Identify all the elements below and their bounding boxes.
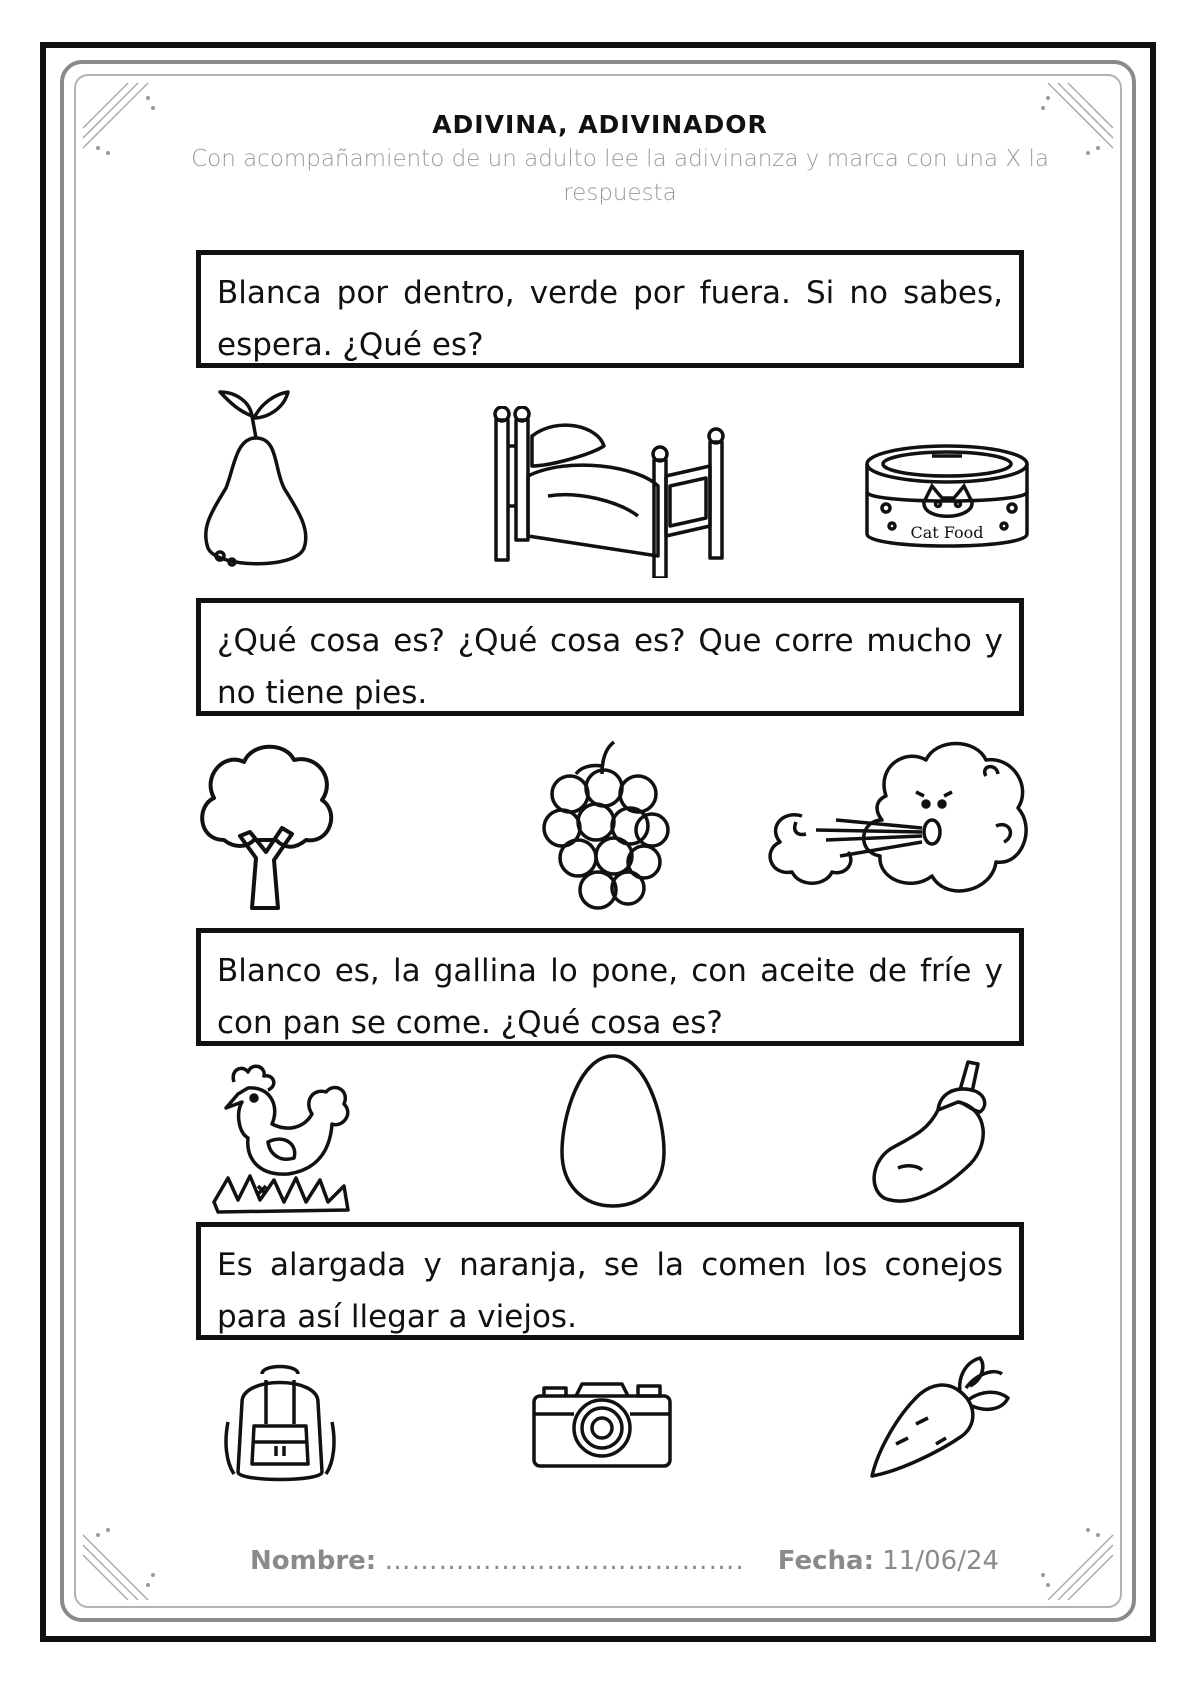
carrot-icon [866,1354,1012,1480]
worksheet-instructions: Con acompañamiento de un adulto lee la adivinanza y marca con una X la respuesta [191,146,1049,206]
option-tree[interactable] [194,740,340,912]
egg-icon [558,1052,668,1210]
option-carrot[interactable] [866,1354,1012,1480]
option-camera[interactable] [530,1380,674,1470]
option-cat-food[interactable] [862,442,1032,562]
option-hen[interactable] [208,1062,356,1222]
option-eggplant[interactable] [868,1056,1002,1216]
corner-ornament-icon [78,1515,168,1605]
name-label: Nombre: [250,1546,377,1576]
pear-icon [196,388,316,574]
footer [250,1546,999,1576]
name-blank-field[interactable]: …………………………………. [384,1546,745,1576]
backpack-icon [222,1362,338,1486]
grapes-icon [540,738,670,914]
riddle-text-2: ¿Qué cosa es? ¿Qué cosa es? Que corre mucho y no tiene pies. [196,598,1024,716]
eggplant-icon [868,1056,1002,1216]
tree-icon [194,740,340,912]
bed-icon [488,406,728,578]
option-bed[interactable] [488,406,728,578]
worksheet-title: ADIVINA, ADIVINADOR [432,110,768,139]
riddle-text-3: Blanco es, la gallina lo pone, con aceite de fríe y con pan se come. ¿Qué cosa es? [196,928,1024,1046]
option-pear[interactable] [196,388,316,574]
camera-icon [530,1380,674,1470]
cat-food-can-icon [862,442,1032,562]
corner-ornament-icon [1028,1515,1118,1605]
hen-icon [208,1062,356,1222]
option-wind[interactable] [756,736,1032,904]
cat-food-label: Cat Food [910,523,984,542]
option-backpack[interactable] [222,1362,338,1486]
date-value: 11/06/24 [882,1546,1000,1576]
riddle-text-1: Blanca por dentro, verde por fuera. Si no sabes, espera. ¿Qué es? [196,250,1024,368]
wind-cloud-icon [756,736,1032,904]
option-grapes[interactable] [540,738,670,914]
option-egg[interactable] [558,1052,668,1210]
riddle-text-4: Es alargada y naranja, se la comen los conejos para así llegar a viejos. [196,1222,1024,1340]
date-label: Fecha: [777,1546,874,1576]
